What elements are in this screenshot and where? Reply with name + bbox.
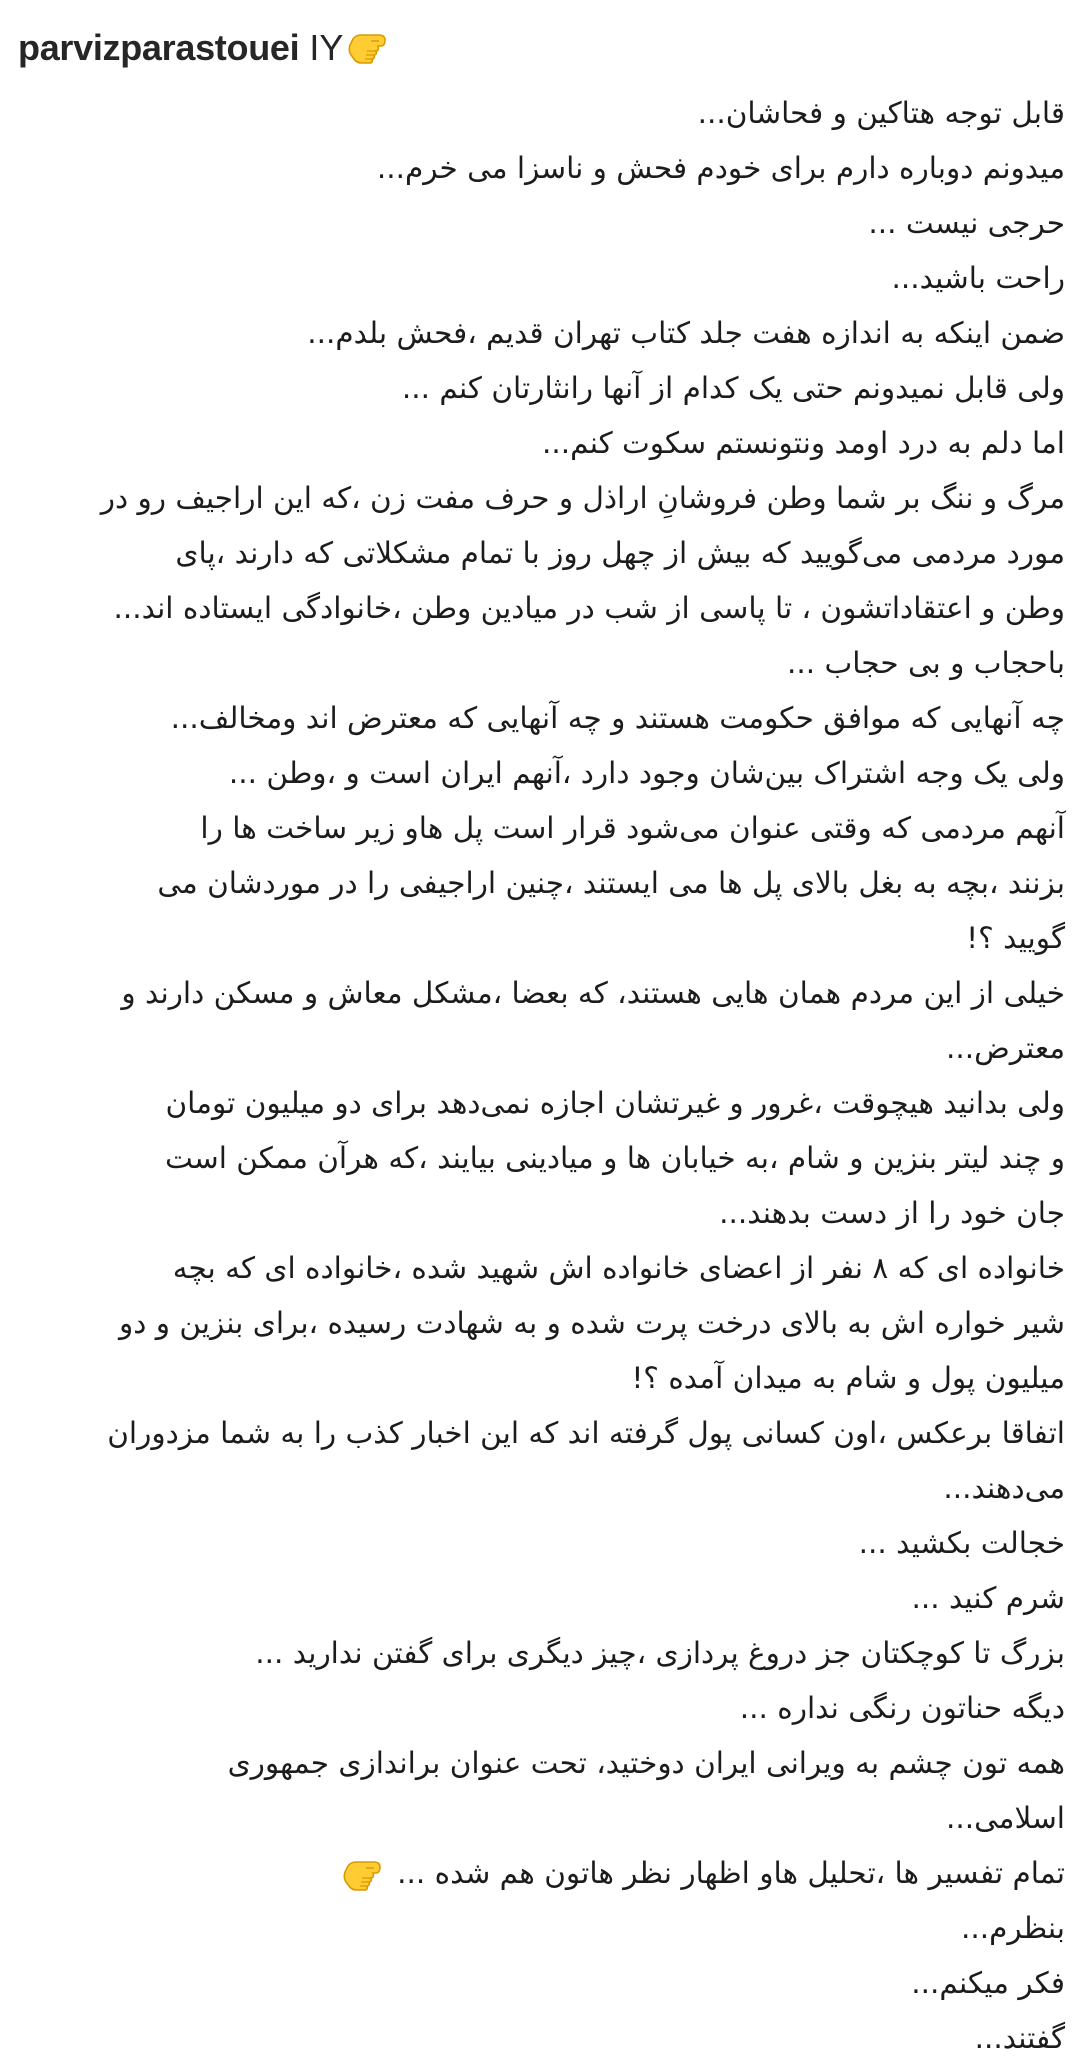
username-suffix: IY (309, 27, 344, 68)
caption-line: بزنند ،بچه به بغل بالای پل ها می ایستند ،چنین اراجیفی را در موردشان می (157, 866, 1065, 900)
caption-line: و چند لیتر بنزین و شام ،به خیابان ها و میادینی بیایند ،که هرآن ممکن است (165, 1141, 1065, 1175)
caption-line: گفتند... (974, 2021, 1065, 2055)
post-caption (20, 86, 1065, 2066)
caption-line: جان خود را از دست بدهند... (719, 1196, 1065, 1230)
caption-line: بزرگ تا کوچکتان جز دروغ پردازی ،چیز دیگری برای گفتن ندارید ... (255, 1636, 1065, 1670)
caption-line: حرجی نیست ... (868, 206, 1065, 240)
caption-line: اما دلم به درد اومد ونتونستم سکوت کنم... (541, 426, 1065, 460)
caption-line: ولی قابل نمیدونم حتی یک کدام از آنها رانثارتان کنم ... (401, 371, 1065, 405)
backhand-index-pointing-left-icon (347, 30, 387, 66)
caption-line: خیلی از این مردم همان هایی هستند، که بعضا ،مشکل معاش و مسکن دارند و (121, 976, 1065, 1010)
caption-line: می‌دهند... (943, 1471, 1065, 1505)
caption-line: ولی یک وجه اشتراک بین‌شان وجود دارد ،آنهم ایران است و ،وطن ... (228, 756, 1065, 790)
caption-line: اتفاقا برعکس ،اون کسانی پول گرفته اند که این اخبار کذب را به شما مزدوران (107, 1416, 1065, 1450)
caption-line-with-emoji (20, 1846, 1065, 1901)
caption-line: ضمن اینکه به اندازه هفت جلد کتاب تهران قدیم ،فحش بلدم... (307, 316, 1065, 350)
caption-line: فکر میکنم... (911, 1966, 1065, 2000)
caption-line: باحجاب و بی حجاب ... (787, 646, 1065, 680)
caption-line: شیر خواره اش به بالای درخت پرت شده و به شهادت رسیده ،برای بنزین و دو (118, 1306, 1065, 1340)
caption-line: مرگ و ننگ بر شما وطن فروشانِ اراذل و حرف مفت زن ،که این اراجیف رو در (100, 481, 1065, 515)
caption-line: ولی بدانید هیچوقت ،غرور و غیرتشان اجازه نمی‌دهد برای دو میلیون تومان (165, 1086, 1065, 1120)
caption-line: قابل توجه هتاکین و فحاشان... (697, 96, 1065, 130)
username[interactable]: parvizparastouei (18, 27, 300, 68)
caption-line: خانواده ای که ۸ نفر از اعضای خانواده اش شهید شده ،خانواده ای که بچه (172, 1251, 1065, 1285)
caption-line: میدونم دوباره دارم برای خودم فحش و ناسزا می خرم... (376, 151, 1065, 185)
caption-line-text: تمام تفسیر ها ،تحلیل هاو اظهار نظر هاتون هم شده ... (397, 1856, 1065, 1890)
post-header (18, 20, 387, 76)
caption-line: گویید ؟! (966, 921, 1065, 955)
caption-line: معترض... (945, 1031, 1065, 1065)
caption-line: دیگه حناتون رنگی نداره ... (739, 1691, 1065, 1725)
caption-line: آنهم مردمی که وقتی عنوان می‌شود قرار است پل هاو زیر ساخت ها را (200, 811, 1065, 845)
caption-line: بنظرم... (961, 1911, 1065, 1945)
caption-line: وطن و اعتقاداتشون ، تا پاسی از شب در میادین وطن ،خانوادگی ایستاده اند... (113, 591, 1065, 625)
caption-line: میلیون پول و شام به میدان آمده ؟! (631, 1361, 1065, 1395)
caption-line: چه آنهایی که موافق حکومت هستند و چه آنهایی که معترض اند ومخالف... (170, 701, 1065, 735)
backhand-index-pointing-left-icon (342, 1857, 382, 1893)
caption-line: همه تون چشم به ویرانی ایران دوختید، تحت عنوان براندازی جمهوری (227, 1746, 1065, 1780)
caption-line: اسلامی... (945, 1801, 1065, 1835)
caption-line: شرم کنید ... (911, 1581, 1065, 1615)
caption-line: خجالت بکشید ... (858, 1526, 1065, 1560)
caption-line: مورد مردمی می‌گویید که بیش از چهل روز با تمام مشکلاتی که دارند ،پای (175, 536, 1065, 570)
caption-line: راحت باشید... (891, 261, 1065, 295)
